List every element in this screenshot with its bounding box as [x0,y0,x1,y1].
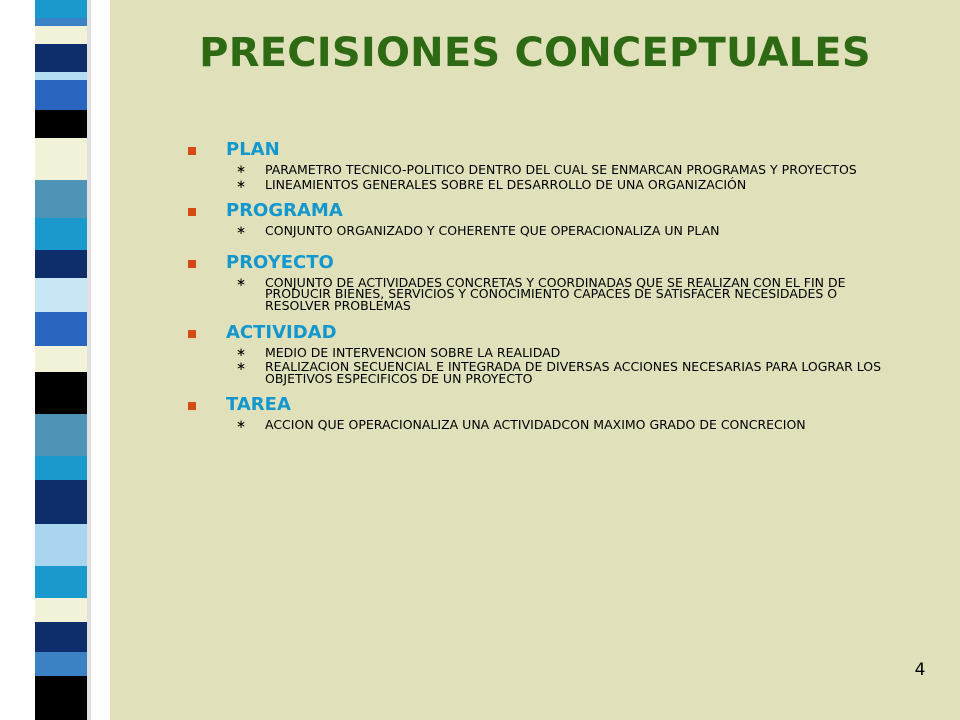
stripe-segment [35,0,87,18]
stripe-segment [35,372,87,414]
square-bullet-icon [188,208,196,216]
list-item-proyecto [188,251,898,312]
stripe-segment [35,312,87,346]
list-item-programa [188,199,898,237]
stripe-segment [35,622,87,652]
list-item-actividad [188,321,898,385]
page-number: 4 [914,660,926,680]
stripe-segment [35,180,87,218]
square-bullet-icon [188,330,196,338]
item-heading: PROYECTO [226,251,334,273]
asterisk-bullet-icon: ∗ [236,344,247,359]
square-bullet-icon [188,147,196,155]
asterisk-bullet-icon: ∗ [236,176,247,191]
stripe-shadow [87,0,91,720]
asterisk-bullet-icon: ∗ [236,417,247,432]
stripe-segment [35,110,87,138]
stripe-segment [35,218,87,250]
sub-item: ∗ PARAMETRO TECNICO-POLITICO DENTRO DEL CUAL SE ENMARCAN PROGRAMAS Y PROYECTOS [236,162,857,177]
sub-item: ∗ ACCION QUE OPERACIONALIZA UNA ACTIVIDADCON MAXIMO GRADO DE CONCRECION [236,417,806,433]
slide-title: PRECISIONES CONCEPTUALES [199,30,871,76]
stripe-segment [35,44,87,72]
stripe-segment [35,26,87,44]
stripe-segment [35,524,87,566]
stripe-segment [35,676,87,720]
asterisk-bullet-icon: ∗ [236,359,247,374]
stripe-segment [35,18,87,26]
decorative-stripe [35,0,87,720]
list-item-tarea [188,393,898,431]
stripe-segment [35,346,87,372]
definitions-list [188,138,898,434]
stripe-segment [35,150,87,180]
asterisk-bullet-icon: ∗ [236,223,247,238]
stripe-segment [35,414,87,456]
item-heading: TAREA [226,394,291,416]
stripe-segment [35,652,87,676]
sub-item: ∗ MEDIO DE INTERVENCION SOBRE LA REALIDAD [236,344,561,360]
stripe-segment [35,456,87,480]
stripe-segment [35,598,87,622]
stripe-segment [35,138,87,150]
sub-item: ∗ CONJUNTO ORGANIZADO Y COHERENTE QUE OPERACIONALIZA UN PLAN [236,223,720,239]
list-item-plan [188,138,898,190]
sub-item: ∗ REALIZACION SECUENCIAL E INTEGRADA DE DIVERSAS ACCIONES NECESARIAS PARA LOGRAR LOS OBJETIVOS ESPECIFICOS DE UN PROYECTO [236,359,882,386]
square-bullet-icon [188,402,196,410]
square-bullet-icon [188,260,196,268]
sub-item: ∗ LINEAMIENTOS GENERALES SOBRE EL DESARROLLO DE UNA ORGANIZACIÓN [236,176,747,192]
item-heading: ACTIVIDAD [226,321,337,343]
stripe-segment [35,250,87,278]
stripe-segment [35,278,87,312]
stripe-segment [35,72,87,80]
asterisk-bullet-icon: ∗ [236,162,247,176]
item-heading: PROGRAMA [226,200,343,222]
stripe-segment [35,80,87,110]
stripe-segment [35,566,87,598]
sub-item: ∗ CONJUNTO DE ACTIVIDADES CONCRETAS Y COORDINADAS QUE SE REALIZAN CON EL FIN DE PRODUCIR BIENES, SERVICIOS Y CONOCIMIENTO CAPACES DE SATISFACER NECESIDADES O RESOLVER PROBLEMAS [236,274,846,313]
asterisk-bullet-icon: ∗ [236,274,247,289]
stripe-segment [35,480,87,524]
item-heading: PLAN [226,139,280,160]
